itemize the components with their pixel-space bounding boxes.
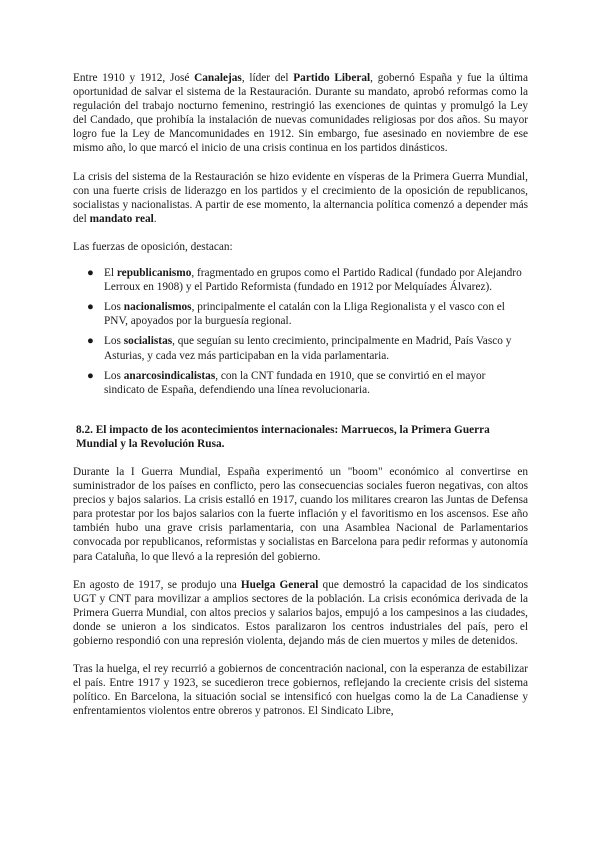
bullet-icon: ●: [87, 335, 94, 348]
list-item: ● Los nacionalismos, principalmente el catalán con la Lliga Regionalista y el vasco con el PNV, apoyados por la burguesía regional.: [87, 301, 505, 328]
bold-mandato-real: mandato real: [89, 212, 154, 225]
text-span: , líder del: [241, 72, 294, 84]
paragraph-crisis-restauracion: [73, 170, 528, 226]
list-item: ● Los socialistas, que seguían su lento crecimiento, principalmente en Madrid, País Vasco y Asturias, y cada vez más participaban en la vida parlamentaria.: [87, 335, 512, 362]
bold-huelga-general: Huelga General: [240, 578, 319, 591]
paragraph-huelga-general: [73, 578, 528, 648]
paragraph-guerra-mundial: Durante la I Guerra Mundial, España experimentó un "boom" económico al convertirse en suministrador de los países en conflicto, pero las consecuencias sociales fueron negativas, con altos precios y bajos salarios. La crisis estalló en 1917, cuando los militares crearon las Juntas de Defensa para protestar por los bajos salarios con la fuerte inflación y el favoritismo en los ascensos. Ese año también hubo una grave crisis parlamentaria, con una Asamblea Nacional de Parlamentarios convocada por republicanos, reformistas y socialistas en Barcelona para pedir reformas y autonomía para Cataluña, lo que llevó a la represión del gobierno.: [73, 465, 528, 563]
bullet-icon: ●: [87, 301, 94, 314]
list-item: ● El republicanismo, fragmentado en grupos como el Partido Radical (fundado por Alejandro Lerroux en 1908) y el Partido Reformista (fundado en 1912 por Melquíades Álvarez).: [87, 267, 522, 294]
text-span: Entre 1910 y 1912, José: [73, 72, 195, 84]
bold-partido-liberal: Partido Liberal: [293, 72, 371, 84]
paragraph-tras-huelga: Tras la huelga, el rey recurrió a gobiernos de concentración nacional, con la esperanza de estabilizar el país. Entre 1917 y 1923, se sucedieron trece gobiernos, reflejando la creciente crisis del sistema político. En Barcelona, la situación social se intensificó con huelgas como la de La Canadiense y enfrentamientos violentos entre obreros y patronos. El Sindicato Libre,: [73, 663, 528, 718]
text-span: , gobernó España y fue la última oportunidad de salvar el sistema de la Restauración. Durante su mandato, aprobó reformas como la regulación del trabajo nocturno femenino, restringió las exenciones de quintas y promulgó la Ley del Candado, que prohibía la instalación de nuevas comunidades religiosas por dos años. Su mayor logro fue la Ley de Mancomunidades en 1912. Sin embargo, fue asesinado en noviembre de ese mismo año, lo que marcó el inicio de una crisis continua en los partidos dinásticos.: [73, 72, 528, 155]
section-heading: 8.2. El impacto de los acontecimientos internacionales: Marruecos, la Primera Guerra Mundial y la Revolución Rusa.: [76, 423, 490, 450]
document-page: [73, 71, 528, 718]
bold-term: socialistas: [123, 335, 173, 348]
text-span: En agosto de 1917, se produjo una: [73, 578, 241, 591]
bold-term: nacionalismos: [123, 301, 192, 314]
text-span: .: [153, 212, 157, 225]
bold-term: anarcosindicalistas: [123, 369, 216, 382]
paragraph-fuerzas-oposicion: Las fuerzas de oposición, destacan:: [73, 240, 233, 253]
bullet-icon: ●: [87, 267, 94, 280]
bullet-icon: ●: [87, 369, 94, 382]
bold-canalejas: Canalejas: [194, 72, 242, 84]
text-span: que demostró la capacidad de los sindicatos UGT y CNT para movilizar a amplios sectores de la población. La crisis económica derivada de la Primera Guerra Mundial, con altos precios y salarios bajos, empujó a los campesinos a las ciudades, donde se unieron a los sindicatos. Estos paralizaron los centros industriales del país, pero el gobierno respondió con una represión violenta, dejando más de cien muertos y miles de detenidos.: [73, 578, 528, 647]
paragraph-canalejas: [73, 71, 528, 156]
bold-term: republicanismo: [116, 267, 192, 280]
opposition-list: [73, 266, 528, 397]
text-span: La crisis del sistema de la Restauración se hizo evidente en vísperas de la Primera Guerra Mundial, con una fuerte crisis de liderazgo en los partidos y el crecimiento de la oposición de republicanos, socialistas y nacionalistas. A partir de ese momento, la alternancia política comenzó a depender más del: [73, 170, 528, 225]
list-item: ● Los anarcosindicalistas, con la CNT fundada en 1910, que se convirtió en el mayor sindicato de España, defendiendo una línea revolucionaria.: [87, 369, 486, 396]
